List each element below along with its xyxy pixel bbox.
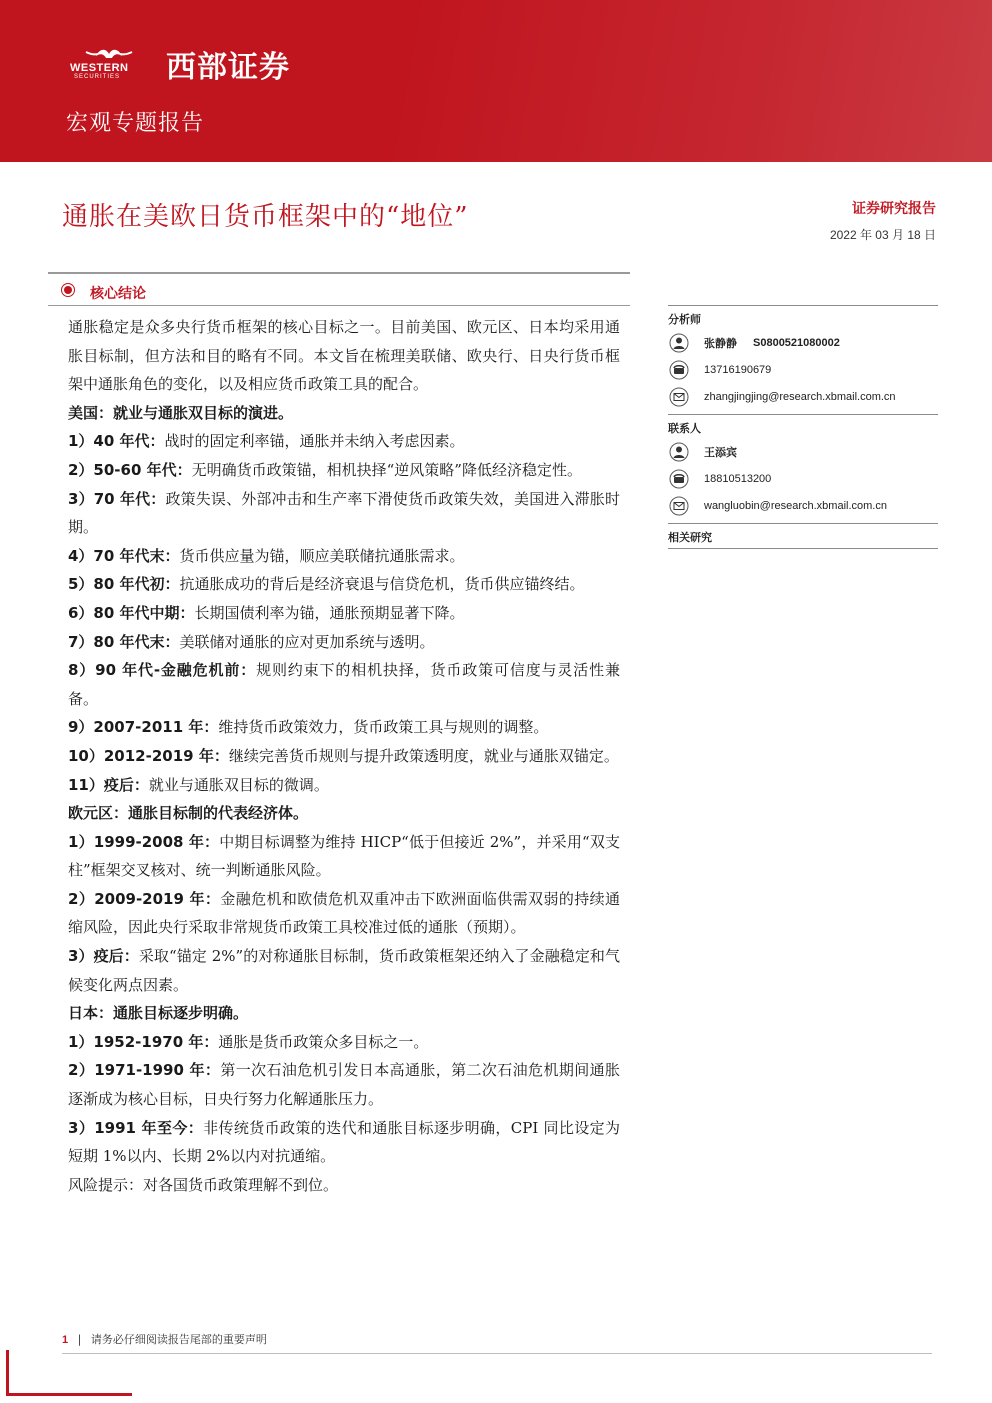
paragraph-text: 美联储对通胀的应对更加系统与透明。 [179, 632, 435, 651]
analyst-phone-row [668, 356, 938, 383]
paragraph-heading: 2）50-60 年代： [68, 460, 192, 479]
paragraph-text: 战时的固定利率锚，通胀并未纳入考虑因素。 [164, 432, 465, 451]
paragraph-heading: 11）疫后： [68, 775, 149, 794]
analyst-cert: S0800521080002 [753, 336, 840, 349]
envelope-icon [668, 495, 690, 517]
contact-label: 联系人 [668, 414, 938, 438]
paragraph [68, 885, 620, 942]
paragraph-heading: 美国：就业与通胀双目标的演进。 [68, 403, 294, 422]
paragraph [68, 771, 620, 800]
paragraph [68, 999, 620, 1028]
paragraph-text: 通胀稳定是众多央行货币框架的核心目标之一。目前美国、欧元区、日本均采用通胀目标制，但方法和目的略有不同。本文旨在梳理美联储、欧央行、日央行货币框架中通胀角色的变化，以及相应货币政策工具的配合。 [68, 318, 620, 394]
paragraph [68, 399, 620, 428]
phone-icon [668, 468, 690, 490]
paragraph-heading: 3）1991 年至今： [68, 1118, 204, 1137]
paragraph-text: 第一次石油危机引发日本高通胀，第二次石油危机期间通胀逐渐成为核心目标，日央行努力化解通胀压力。 [68, 1061, 620, 1109]
logo-chinese: 西部证券 [166, 50, 290, 85]
paragraph-heading: 2）1971-1990 年： [68, 1061, 221, 1080]
paragraph [68, 542, 620, 571]
analyst-name: 张静静 [704, 336, 737, 350]
corner-mark-vertical [6, 1350, 9, 1396]
contact-phone: 18810513200 [704, 472, 772, 485]
contact-name: 王添宾 [704, 445, 737, 459]
analyst-name-row [668, 329, 938, 356]
report-title: 通胀在美欧日货币框架中的“地位” [62, 202, 469, 232]
paragraph-text: 规则约束下的相机抉择，货币政策可信度与灵活性兼备。 [68, 661, 620, 708]
paragraph [68, 313, 620, 399]
paragraph [68, 942, 620, 999]
footer [62, 1331, 267, 1347]
paragraph [68, 599, 620, 628]
paragraph-heading: 1）1952-1970 年： [68, 1032, 219, 1051]
paragraph [68, 828, 620, 885]
core-conclusion-bar [48, 272, 630, 306]
paragraph-text: 中期目标调整为维持 HICP“低于但接近 2%”，并采用“双支柱”框架交叉核对、统一判断通胀风险。 [68, 832, 620, 880]
paragraph-text: 非传统货币政策的迭代和通胀目标逐步明确，CPI 同比设定为短期 1%以内、长期 2%以内对抗通缩。 [68, 1118, 620, 1166]
paragraph-text: 长期国债利率为锚，通胀预期显著下降。 [194, 603, 465, 622]
paragraph [68, 656, 620, 713]
paragraph [68, 713, 620, 742]
footer-rule [62, 1353, 932, 1354]
paragraph-text: 无明确货币政策锚，相机抉择“逆风策略”降低经济稳定性。 [191, 460, 582, 479]
paragraph-heading: 6）80 年代中期： [68, 603, 195, 622]
footer-separator: | [77, 1333, 82, 1346]
paragraph-text: 继续完善货币规则与提升政策透明度，就业与通胀双锚定。 [228, 746, 619, 765]
contact-email-row [668, 492, 938, 519]
company-logo [66, 42, 290, 86]
paragraph-heading: 1）40 年代： [68, 432, 165, 451]
analyst-email-row [668, 383, 938, 410]
analyst-email[interactable]: zhangjingjing@research.xbmail.com.cn [704, 390, 896, 403]
phone-icon [668, 359, 690, 381]
paragraph-heading: 10）2012-2019 年： [68, 746, 229, 765]
paragraph [68, 456, 620, 485]
paragraph-heading: 9）2007-2011 年： [68, 718, 219, 737]
paragraph-heading: 2）2009-2019 年： [68, 889, 221, 908]
sidebar [668, 305, 938, 549]
report-date: 2022 年 03 月 18 日 [829, 228, 936, 242]
bull-logo-icon [66, 46, 152, 82]
paragraph-heading: 1）1999-2008 年： [68, 832, 220, 851]
paragraph-heading: 3）疫后： [68, 947, 139, 966]
paragraph [68, 1171, 620, 1200]
contact-name-row [668, 438, 938, 465]
contact-email[interactable]: wangluobin@research.xbmail.com.cn [704, 499, 887, 512]
core-conclusion-title: 核心结论 [90, 286, 146, 302]
analyst-phone: 13716190679 [704, 363, 772, 376]
header-shade [392, 0, 992, 162]
paragraph-heading: 4）70 年代末： [68, 546, 180, 565]
person-icon [668, 332, 690, 354]
bullet-icon [64, 286, 72, 294]
logo-english-sub: SECURITIES [74, 74, 121, 80]
corner-mark-horizontal [6, 1393, 132, 1396]
paragraph-heading: 欧元区：通胀目标制的代表经济体。 [68, 804, 309, 823]
paragraph [68, 742, 620, 771]
paragraph [68, 1114, 620, 1171]
paragraph-text: 风险提示：对各国货币政策理解不到位。 [68, 1175, 339, 1194]
paragraph-text: 采取“锚定 2%”的对称通胀目标制，货币政策框架还纳入了金融稳定和气候变化两点因素。 [68, 947, 621, 994]
paragraph-heading: 3）70 年代： [68, 489, 166, 508]
paragraph-text: 抗通胀成功的背后是经济衰退与信贷危机，货币供应锚终结。 [179, 575, 585, 594]
related-research-label: 相关研究 [668, 523, 938, 549]
paragraph-text: 就业与通胀双目标的微调。 [148, 775, 329, 794]
page-number: 1 [62, 1334, 69, 1346]
paragraph-heading: 7）80 年代末： [68, 632, 180, 651]
contact-phone-row [668, 465, 938, 492]
paragraph [68, 799, 620, 828]
paragraph-text: 政策失误、外部冲击和生产率下滑使货币政策失效，美国进入滞胀时期。 [68, 489, 620, 537]
paragraph-text: 金融危机和欧债危机双重冲击下欧洲面临供需双弱的持续通缩风险，因此央行采取非常规货币政策工具校准过低的通胀（预期）。 [68, 889, 620, 937]
paragraph [68, 485, 620, 542]
logo-english: WESTERN [70, 62, 129, 74]
paragraph [68, 427, 620, 456]
paragraph [68, 570, 620, 599]
paragraph-text: 通胀是货币政策众多目标之一。 [218, 1032, 429, 1051]
report-label: 证券研究报告 [852, 201, 936, 217]
paragraph-heading: 8）90 年代-金融危机前： [68, 661, 257, 680]
envelope-icon [668, 386, 690, 408]
footer-note: 请务必仔细阅读报告尾部的重要声明 [90, 1333, 267, 1346]
analyst-label: 分析师 [668, 305, 938, 329]
paragraph [68, 1028, 620, 1057]
report-type: 宏观专题报告 [66, 111, 205, 136]
core-conclusion-body [68, 313, 620, 1199]
header-band [0, 0, 992, 162]
paragraph-heading: 日本：通胀目标逐步明确。 [68, 1004, 249, 1023]
paragraph [68, 1056, 620, 1113]
paragraph-text: 维持货币政策效力，货币政策工具与规则的调整。 [218, 718, 549, 737]
person-icon [668, 441, 690, 463]
paragraph-text: 货币供应量为锚，顺应美联储抗通胀需求。 [179, 546, 465, 565]
paragraph-heading: 5）80 年代初： [68, 575, 180, 594]
paragraph [68, 628, 620, 657]
